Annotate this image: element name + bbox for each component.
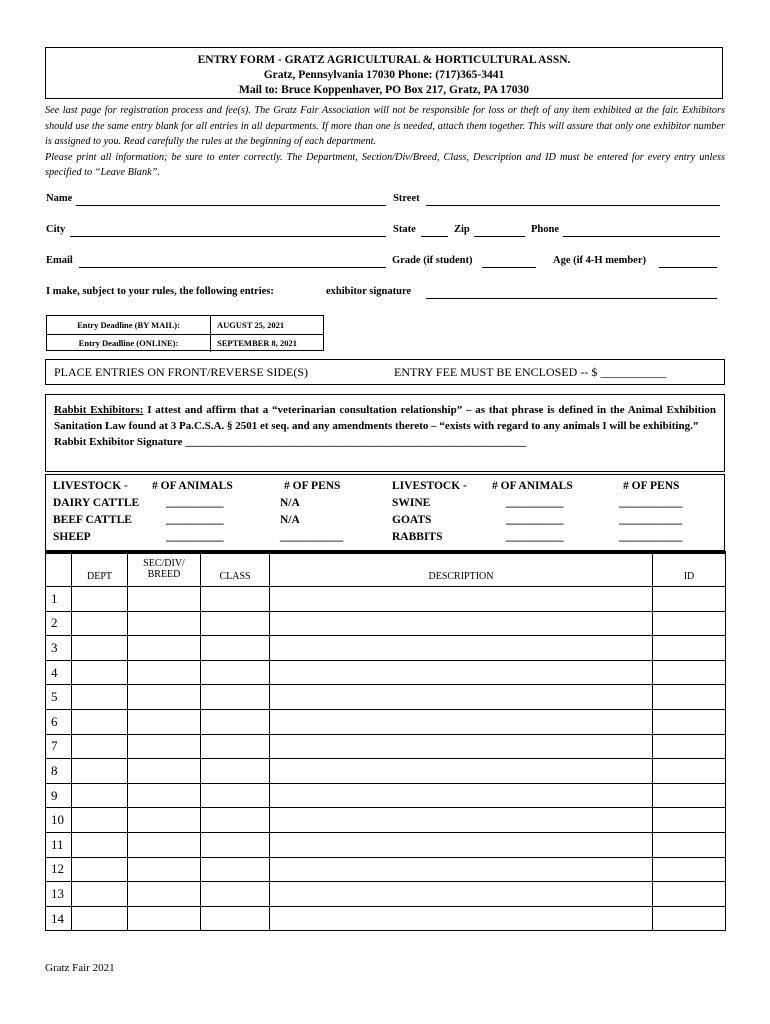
dairy-pens-na: N/A — [280, 497, 300, 509]
sec-div-breed-cell[interactable] — [128, 759, 201, 784]
id-cell[interactable] — [653, 783, 726, 808]
goats-animals-input[interactable]: __________ — [506, 514, 564, 526]
table-row — [46, 832, 726, 857]
row-number: 12 — [46, 857, 72, 882]
header-dept: DEPT — [72, 553, 128, 587]
class-cell[interactable] — [201, 759, 270, 784]
pens-heading-right: # OF PENS — [623, 480, 680, 492]
id-cell[interactable] — [653, 808, 726, 833]
rabbit-heading: Rabbit Exhibitors: — [54, 404, 144, 416]
swine-pens-input[interactable]: ___________ — [619, 497, 683, 509]
animals-heading-left: # OF ANIMALS — [152, 480, 233, 492]
dept-cell[interactable] — [72, 734, 128, 759]
description-cell[interactable] — [270, 882, 653, 907]
description-cell[interactable] — [270, 611, 653, 636]
sec-div-breed-cell[interactable] — [128, 808, 201, 833]
row-number: 3 — [46, 636, 72, 661]
row-number: 11 — [46, 832, 72, 857]
dairy-animals-input[interactable]: __________ — [166, 497, 224, 509]
sheep-label: SHEEP — [53, 531, 91, 543]
id-cell[interactable] — [653, 587, 726, 612]
swine-label: SWINE — [392, 497, 431, 509]
row-number: 13 — [46, 882, 72, 907]
deadline-mail-row — [47, 316, 323, 335]
id-cell[interactable] — [653, 906, 726, 931]
email-input[interactable] — [79, 267, 386, 268]
name-input[interactable] — [76, 205, 386, 206]
zip-input[interactable] — [474, 236, 525, 237]
place-entries-box — [45, 359, 725, 385]
id-cell[interactable] — [653, 857, 726, 882]
sec-div-breed-cell[interactable] — [128, 611, 201, 636]
goats-label: GOATS — [392, 514, 432, 526]
city-label: City — [46, 224, 66, 235]
class-cell[interactable] — [201, 857, 270, 882]
table-row — [46, 783, 726, 808]
livestock-box — [45, 474, 725, 551]
sec-div-breed-cell[interactable] — [128, 660, 201, 685]
form-title: ENTRY FORM - GRATZ AGRICULTURAL & HORTICULTURAL ASSN. — [197, 54, 571, 66]
grade-input[interactable] — [482, 267, 536, 268]
deadline-online-date: SEPTEMBER 8, 2021 — [217, 338, 298, 348]
id-cell[interactable] — [653, 685, 726, 710]
footer-text: Gratz Fair 2021 — [45, 962, 115, 974]
description-cell[interactable] — [270, 587, 653, 612]
class-cell[interactable] — [201, 808, 270, 833]
id-cell[interactable] — [653, 882, 726, 907]
zip-label: Zip — [454, 224, 470, 235]
signature-input[interactable] — [426, 298, 717, 299]
rabbit-signature-line[interactable]: Rabbit Exhibitor Signature ______________________________________________________________ — [54, 436, 527, 448]
name-label: Name — [46, 193, 73, 204]
description-cell[interactable] — [270, 660, 653, 685]
class-cell[interactable] — [201, 685, 270, 710]
sec-div-breed-cell[interactable] — [128, 906, 201, 931]
class-cell[interactable] — [201, 611, 270, 636]
row-number: 2 — [46, 611, 72, 636]
rabbits-animals-input[interactable]: __________ — [506, 531, 564, 543]
livestock-heading-right: LIVESTOCK - — [392, 480, 467, 492]
description-cell[interactable] — [270, 832, 653, 857]
class-cell[interactable] — [201, 660, 270, 685]
city-input[interactable] — [70, 236, 386, 237]
sec-div-breed-cell[interactable] — [128, 709, 201, 734]
dept-cell[interactable] — [72, 759, 128, 784]
dept-cell[interactable] — [72, 636, 128, 661]
intro-paragraph-2: Please print all information; be sure to enter correctly. The Department, Section/Div/Breed, Class, Description and ID must be entered for every entry unless specified to “Leave Blank”. — [45, 151, 725, 178]
header-description: DESCRIPTION — [270, 553, 653, 587]
table-row — [46, 636, 726, 661]
table-row — [46, 660, 726, 685]
description-cell[interactable] — [270, 783, 653, 808]
mail-to: Mail to: Bruce Koppenhaver, PO Box 217, Gratz, PA 17030 — [238, 84, 530, 96]
email-label: Email — [46, 255, 73, 266]
place-entries-text: PLACE ENTRIES ON FRONT/REVERSE SIDE(S) — [54, 365, 309, 379]
pens-heading-left: # OF PENS — [284, 480, 341, 492]
dept-cell[interactable] — [72, 832, 128, 857]
dept-cell[interactable] — [72, 783, 128, 808]
table-row — [46, 685, 726, 710]
signature-label: exhibitor signature — [326, 286, 412, 297]
entry-fee-text: ENTRY FEE MUST BE ENCLOSED -- $ ___________ — [394, 365, 667, 379]
intro-text — [45, 103, 725, 181]
beef-animals-input[interactable]: __________ — [166, 514, 224, 526]
beef-cattle-label: BEEF CATTLE — [53, 514, 132, 526]
swine-animals-input[interactable]: __________ — [506, 497, 564, 509]
header-id: ID — [653, 553, 726, 587]
description-cell[interactable] — [270, 709, 653, 734]
id-cell[interactable] — [653, 611, 726, 636]
description-cell[interactable] — [270, 857, 653, 882]
sec-div-breed-cell[interactable] — [128, 636, 201, 661]
phone-label: Phone — [531, 224, 560, 235]
deadline-box — [46, 315, 324, 351]
livestock-heading-left: LIVESTOCK - — [53, 480, 128, 492]
age-input[interactable] — [659, 267, 717, 268]
description-cell[interactable] — [270, 685, 653, 710]
row-number: 9 — [46, 783, 72, 808]
table-row — [46, 587, 726, 612]
table-row — [46, 906, 726, 931]
sec-div-breed-cell[interactable] — [128, 882, 201, 907]
table-row — [46, 857, 726, 882]
table-row — [46, 759, 726, 784]
description-cell[interactable] — [270, 808, 653, 833]
id-cell[interactable] — [653, 759, 726, 784]
deadline-online-row — [47, 334, 323, 352]
form-header — [45, 47, 723, 99]
id-cell[interactable] — [653, 709, 726, 734]
row-number: 1 — [46, 587, 72, 612]
description-cell[interactable] — [270, 734, 653, 759]
entries-header-row — [46, 553, 726, 587]
row-number: 10 — [46, 808, 72, 833]
goats-pens-input[interactable]: ___________ — [619, 514, 683, 526]
dept-cell[interactable] — [72, 660, 128, 685]
id-cell[interactable] — [653, 832, 726, 857]
class-cell[interactable] — [201, 882, 270, 907]
dept-cell[interactable] — [72, 611, 128, 636]
sheep-animals-input[interactable]: __________ — [166, 531, 224, 543]
sec-div-breed-cell[interactable] — [128, 587, 201, 612]
class-cell[interactable] — [201, 734, 270, 759]
deadline-online-label: Entry Deadline (ONLINE): — [47, 334, 211, 352]
class-cell[interactable] — [201, 832, 270, 857]
sec-div-breed-cell[interactable] — [128, 685, 201, 710]
intro-paragraph-1: See last page for registration process and fee(s). The Gratz Fair Association will not be responsible for loss or theft of any item exhibited at the fair. Exhibitors should use the same entry blank for all entries in all departments. If more than one is needed, attach them together. This will assure that only one exhibitor number is assigned to you. Read carefully the rules at the beginning of each department. — [45, 105, 725, 147]
dairy-cattle-label: DAIRY CATTLE — [53, 497, 140, 509]
header-sec-div-breed: SEC/DIV/ BREED — [128, 553, 201, 587]
id-cell[interactable] — [653, 660, 726, 685]
id-cell[interactable] — [653, 734, 726, 759]
sec-div-breed-cell[interactable] — [128, 783, 201, 808]
table-row — [46, 611, 726, 636]
row-number: 14 — [46, 906, 72, 931]
header-row-number — [46, 553, 72, 587]
class-cell[interactable] — [201, 587, 270, 612]
deadline-mail-date: AUGUST 25, 2021 — [217, 320, 285, 330]
age-label: Age (if 4-H member) — [553, 255, 647, 266]
dept-cell[interactable] — [72, 709, 128, 734]
dept-cell[interactable] — [72, 808, 128, 833]
class-cell[interactable] — [201, 709, 270, 734]
rabbit-attestation: I attest and affirm that a “veterinarian consultation relationship” – as that phrase is defined in the Animal Exhibition Sanitation Law found at 3 Pa.C.S.A. § 2501 et seq. and any amendments thereto – “exists with regard to any animals I will be exhibiting.” — [54, 404, 716, 432]
entries-table — [45, 551, 726, 931]
sec-div-breed-cell[interactable] — [128, 734, 201, 759]
rabbits-label: RABBITS — [392, 531, 443, 543]
row-number: 5 — [46, 685, 72, 710]
table-row — [46, 709, 726, 734]
header-class: CLASS — [201, 553, 270, 587]
description-cell[interactable] — [270, 759, 653, 784]
state-input[interactable] — [421, 236, 448, 237]
phone-input[interactable] — [563, 236, 720, 237]
deadline-mail-label: Entry Deadline (BY MAIL): — [47, 316, 211, 334]
table-row — [46, 808, 726, 833]
sheep-pens-input[interactable]: ___________ — [280, 531, 344, 543]
class-cell[interactable] — [201, 906, 270, 931]
row-number: 7 — [46, 734, 72, 759]
state-label: State — [393, 224, 416, 235]
description-cell[interactable] — [270, 636, 653, 661]
rabbits-pens-input[interactable]: ___________ — [619, 531, 683, 543]
row-number: 4 — [46, 660, 72, 685]
grade-label: Grade (if student) — [392, 255, 473, 266]
dept-cell[interactable] — [72, 587, 128, 612]
address-phone: Gratz, Pennsylvania 17030 Phone: (717)365-3441 — [263, 69, 505, 81]
sec-div-breed-cell[interactable] — [128, 832, 201, 857]
dept-cell[interactable] — [72, 685, 128, 710]
table-row — [46, 734, 726, 759]
rabbit-exhibitor-box — [45, 394, 725, 472]
dept-cell[interactable] — [72, 882, 128, 907]
beef-pens-na: N/A — [280, 514, 300, 526]
entries-statement: I make, subject to your rules, the following entries: — [46, 286, 274, 297]
street-input[interactable] — [426, 205, 720, 206]
description-cell[interactable] — [270, 906, 653, 931]
class-cell[interactable] — [201, 636, 270, 661]
street-label: Street — [393, 193, 420, 204]
row-number: 8 — [46, 759, 72, 784]
sec-div-breed-cell[interactable] — [128, 857, 201, 882]
dept-cell[interactable] — [72, 906, 128, 931]
animals-heading-right: # OF ANIMALS — [492, 480, 573, 492]
row-number: 6 — [46, 709, 72, 734]
dept-cell[interactable] — [72, 857, 128, 882]
id-cell[interactable] — [653, 636, 726, 661]
class-cell[interactable] — [201, 783, 270, 808]
table-row — [46, 882, 726, 907]
